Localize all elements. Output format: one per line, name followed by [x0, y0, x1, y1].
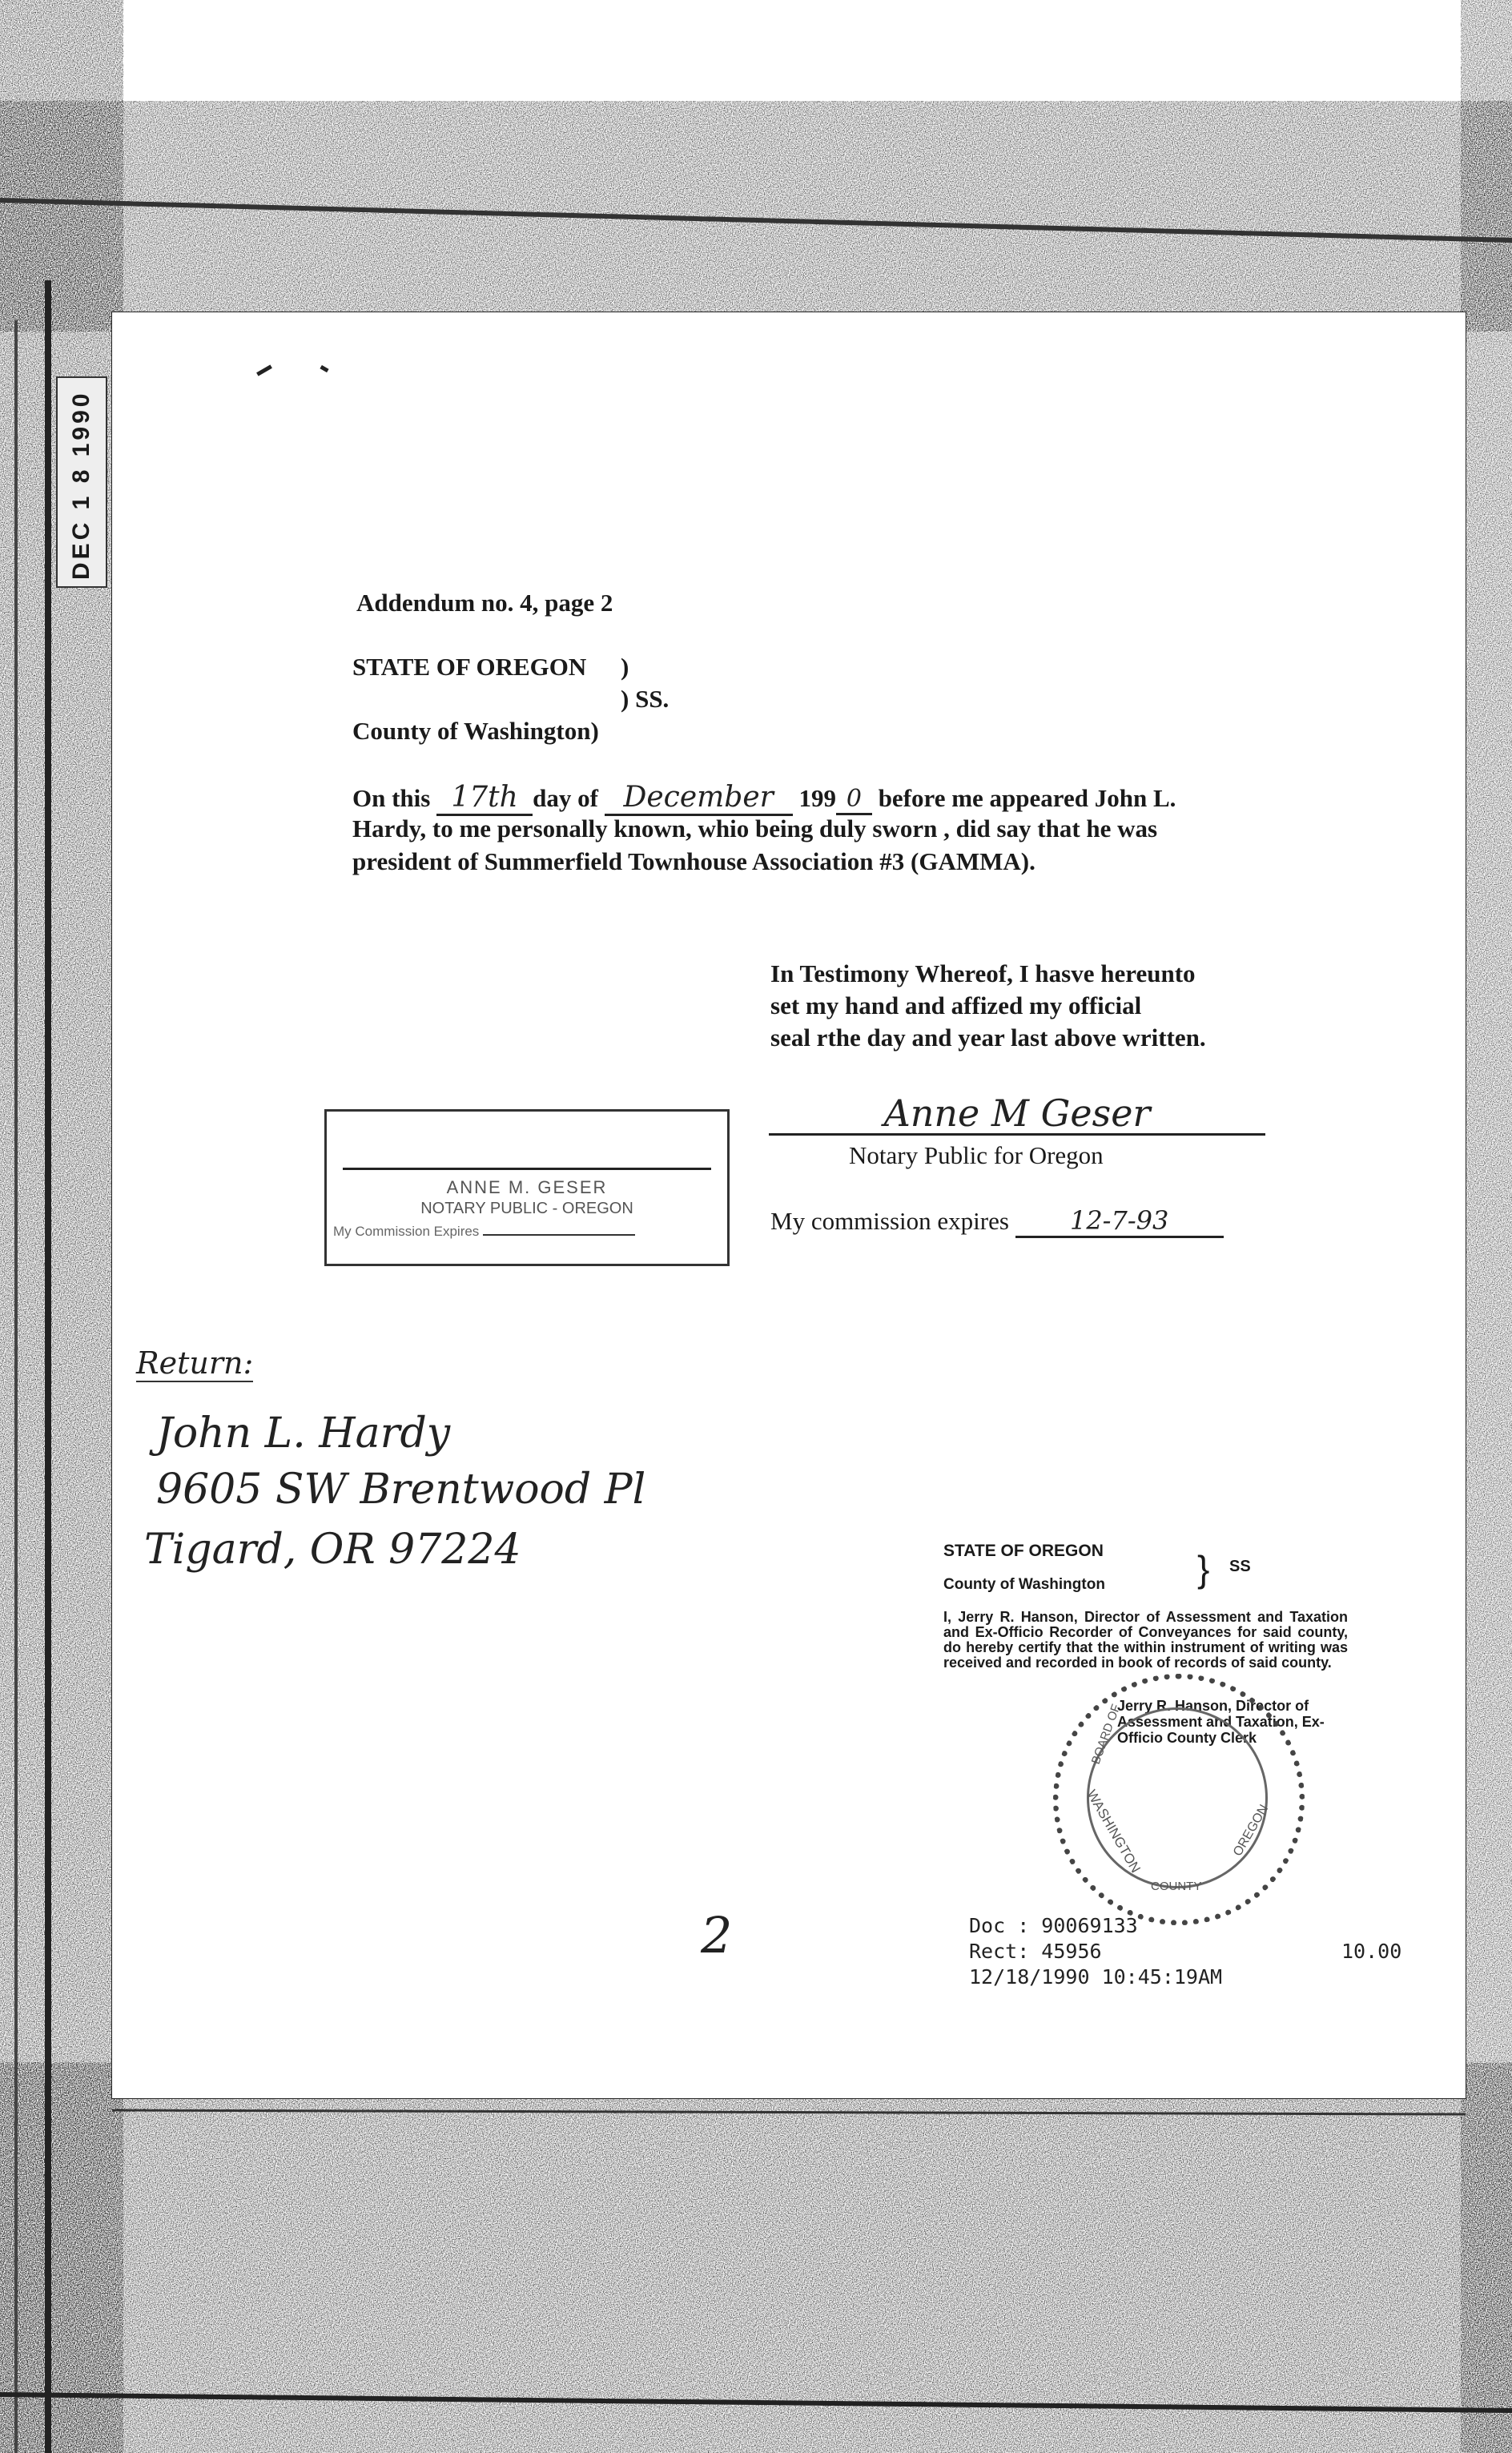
notary-stamp	[324, 1109, 730, 1266]
seal-text-top: BOARD OF	[1088, 1702, 1124, 1767]
receipt-doc: Doc : 90069133	[969, 1914, 1138, 1937]
commission-label: My commission expires	[770, 1207, 1009, 1235]
county-seal-inner-ring	[1087, 1707, 1268, 1888]
acknowledgment-line-1	[352, 781, 1176, 816]
notary-stamp-title: NOTARY PUBLIC - OREGON	[420, 1200, 633, 1217]
commission-date: 12-7-93	[1015, 1205, 1224, 1238]
return-city: Tigard, OR 97224	[144, 1526, 521, 1574]
recorder-certification: I, Jerry R. Hanson, Director of Assessment and Taxation and Ex-Officio Recorder of Conveyances for said county, do hereby certify that the within instrument of writing was received and recorded in book of records of said county.	[943, 1609, 1348, 1671]
testimony-line-2: set my hand and affized my official	[770, 991, 1142, 1019]
testimony-line-3: seal rthe day and year last above written.	[770, 1023, 1206, 1052]
year-prefix: 199	[798, 784, 836, 812]
stray-mark	[256, 364, 272, 376]
seal-text-left: WASHINGTON	[1084, 1787, 1144, 1876]
day-of-label: day of	[533, 784, 598, 812]
return-name: John L. Hardy	[156, 1409, 451, 1458]
notary-signature	[769, 1093, 1265, 1136]
received-date-text: DEC 1 8 1990	[68, 390, 94, 580]
notary-stamp-expires	[333, 1224, 635, 1240]
acknowledgment-line-3: president of Summerfield Townhouse Association #3 (GAMMA).	[352, 847, 1035, 875]
notary-stamp-rule	[343, 1168, 711, 1170]
venue-ss: ) SS.	[621, 685, 670, 713]
document-page	[112, 312, 1466, 2098]
commission-line	[770, 1205, 1224, 1238]
county-seal	[1053, 1674, 1305, 1925]
seal-text-right: OREGON	[1230, 1802, 1272, 1859]
notary-stamp-expires-label: My Commission Expires	[333, 1224, 480, 1239]
return-label: Return:	[136, 1345, 254, 1381]
venue-county: County of Washington)	[352, 717, 599, 745]
notary-signature-text: Anne M Geser	[883, 1092, 1151, 1135]
receipt-amount: 10.00	[1341, 1940, 1402, 1963]
year-value: 0	[836, 785, 872, 815]
recorder-brace: }	[1197, 1548, 1210, 1590]
month-value: December	[605, 781, 793, 816]
acknowledgment-line-2: Hardy, to me personally known, whio being duly sworn , did say that he was	[352, 814, 1158, 842]
recorder-signatory: Jerry R. Hanson, Director of Assessment and Taxation, Ex-Officio County Clerk	[1117, 1698, 1325, 1746]
addendum-title: Addendum no. 4, page 2	[356, 589, 613, 617]
recorder-state: STATE OF OREGON	[943, 1542, 1104, 1560]
recorder-ss: SS	[1229, 1558, 1251, 1575]
page-number: 2	[701, 1906, 733, 1964]
notary-stamp-expires-blank	[483, 1234, 635, 1236]
recorder-county: County of Washington	[943, 1576, 1105, 1593]
seal-text-bottom: COUNTY	[1151, 1880, 1202, 1893]
acknowledgment-line-1-tail: before me appeared John L.	[878, 784, 1176, 812]
venue-state: STATE OF OREGON	[352, 653, 587, 681]
venue-bracket: )	[621, 653, 629, 681]
on-this-label: On this	[352, 784, 431, 812]
testimony-line-1: In Testimony Whereof, I hasve hereunto	[770, 959, 1196, 987]
receipt-rect: Rect: 45956	[969, 1940, 1102, 1963]
notary-stamp-name: ANNE M. GESER	[446, 1177, 608, 1197]
day-value: 17th	[436, 781, 533, 816]
received-date-stamp	[56, 376, 107, 588]
receipt-timestamp: 12/18/1990 10:45:19AM	[969, 1965, 1223, 1989]
notary-title-label: Notary Public for Oregon	[849, 1141, 1104, 1169]
stray-mark	[320, 365, 328, 372]
return-street: 9605 SW Brentwood Pl	[156, 1466, 646, 1514]
